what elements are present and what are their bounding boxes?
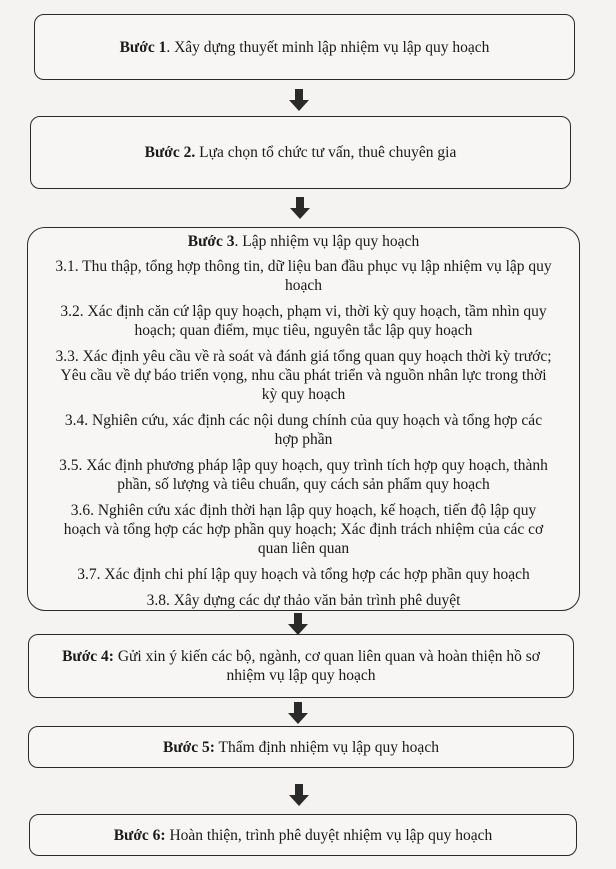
step-5-box [28,726,574,768]
step-1-label: Bước 1 [119,38,167,56]
step-6-box [29,814,577,856]
step-3-box [27,227,580,611]
step-3-item: 3.7. Xác định chi phí lập quy hoạch và tổng hợp các hợp phần quy hoạch [77,566,530,583]
step-3-label: Bước 3 [187,233,235,250]
step-5-text [163,738,439,757]
step-4-box [28,634,574,698]
step-1-text: Bước 1. Xây dựng thuyết minh lập nhiệm vụ lập quy hoạch [119,38,490,56]
step-2-box [30,116,571,189]
step-4-label: Bước 4: [62,648,114,665]
step-4-description: Gửi xin ý kiến các bộ, ngành, cơ quan liên quan và hoàn thiện hồ sơ nhiệm vụ lập quy hoạch [117,648,540,684]
step-1-description: Xây dựng thuyết minh lập nhiệm vụ lập quy hoạch [174,38,490,56]
step-5-label: Bước 5: [163,738,215,756]
arrow-down-icon [288,702,308,724]
step-2-text [145,143,457,162]
step-4-text [41,647,561,685]
step-3-item: 3.6. Nghiên cứu xác định thời hạn lập quy hoạch, kế hoạch, tiến độ lập quy hoạch và tổng hợp các hợp phần quy hoạch; Xác định trách nhiệm của các cơ quan liên quan [63,502,544,557]
step-3-item: 3.1. Thu thập, tổng hợp thông tin, dữ liệu ban đầu phục vụ lập nhiệm vụ lập quy hoạch [55,258,552,294]
step-6-text [114,826,493,845]
step-6-label: Bước 6: [113,826,166,844]
step-6-description: Hoàn thiện, trình phê duyệt nhiệm vụ lập quy hoạch [169,826,493,844]
step-3-heading: Bước 3. Lập nhiệm vụ lập quy hoạch [187,233,420,250]
step-3-item: 3.3. Xác định yêu cầu về rà soát và đánh giá tổng quan quy hoạch thời kỳ trước; Yêu cầu về dự báo triển vọng, nhu cầu phát triển và nguồn nhân lực trong thời kỳ quy hoạch [55,348,552,403]
step-3-item: 3.8. Xây dựng các dự thảo văn bản trình phê duyệt [146,592,461,609]
arrow-down-icon [289,89,309,111]
step-3-description: Lập nhiệm vụ lập quy hoạch [242,233,420,250]
step-2-label: Bước 2. [144,144,196,161]
step-1-box [34,14,575,80]
step-2-description: Lựa chọn tổ chức tư vấn, thuê chuyên gia [199,144,457,161]
arrow-down-icon [288,613,308,635]
arrow-down-icon [289,784,309,806]
step-5-description: Thẩm định nhiệm vụ lập quy hoạch [218,738,439,756]
step-3-item: 3.2. Xác định căn cứ lập quy hoạch, phạm vi, thời kỳ quy hoạch, tầm nhìn quy hoạch; quan điểm, mục tiêu, nguyên tắc lập quy hoạch [60,303,547,339]
step-3-item: 3.5. Xác định phương pháp lập quy hoạch, quy trình tích hợp quy hoạch, thành phần, số lượng và tiêu chuẩn, quy cách sản phẩm quy hoạch [59,457,548,493]
step-3-item: 3.4. Nghiên cứu, xác định các nội dung chính của quy hoạch và tổng hợp các hợp phần [64,412,543,448]
arrow-down-icon [290,197,310,219]
